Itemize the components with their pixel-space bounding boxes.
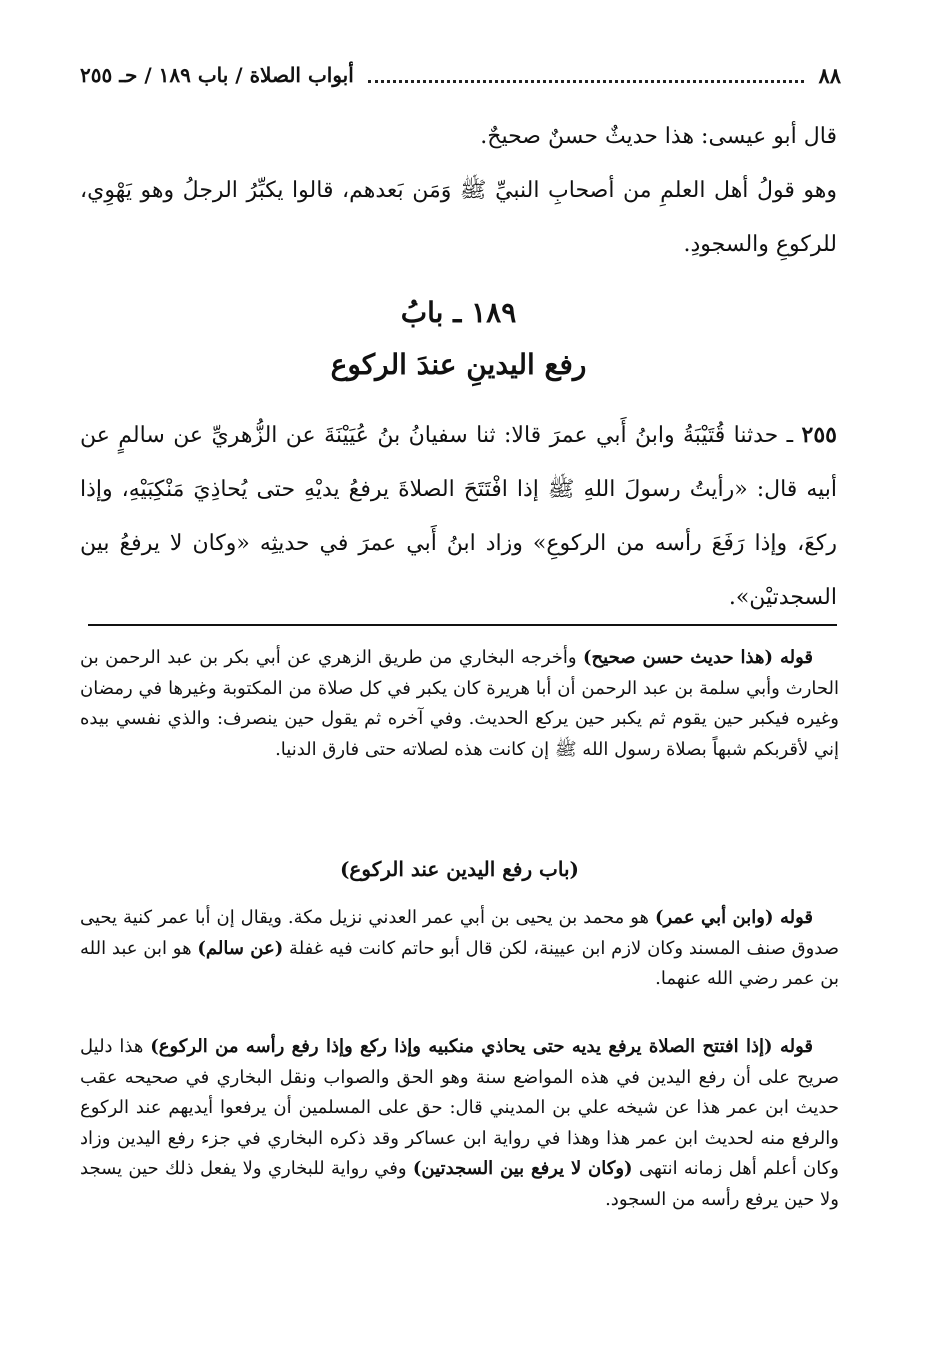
commentary-label-2b: (عن سالم) (197, 937, 284, 959)
commentary-text-3: هذا دليل صريح على أن رفع اليدين في هذه المواضع سنة وهو الحق والصواب ونقل البخاري في صحيحه عقب حديث ابن عمر هذا عن شيخه علي بن المديني قال: حق على المسلمين أن يرفعوا أيديهم عند الركوع والرفع منه لحديث ابن عمر هذا وهذا في رواية ابن عساكر وقد ذكره البخاري في جزء رفع اليدين وزاد وكان أعلم أهل زمانه انتهى (80, 1036, 839, 1179)
running-header (80, 58, 841, 92)
page-number: ٨٨ (818, 62, 841, 88)
commentary-label-2: قوله (وابن أبي عمر) (654, 907, 814, 928)
hadith-number: ٢٥٥ (801, 422, 837, 448)
commentary-paragraph-1 (80, 643, 839, 765)
commentary-label-3b: (وكان لا يرفع بين السجدتين) (412, 1158, 633, 1179)
abu-isa-statement: قال أبو عيسى: هذا حديثٌ حسنٌ صحيحٌ. (480, 124, 837, 149)
commentary-text-2: هو محمد بن يحيى بن أبي عمر العدني نزيل مكة. ويقال إن أبا عمر كنية يحيى صدوق صنف المسند وكان لازم ابن عيينة، لكن قال أبو حاتم كانت فيه غفلة (80, 907, 839, 959)
hadith-body: ـ حدثنا قُتَيْبَةُ وابنُ أَبي عمرَ قالا: ثنا سفيانُ بنُ عُيَيْنَةَ عن الزُّهريِّ عن سالمٍ عن أبيه قال: «رأيتُ رسولَ اللهِ ﷺ إذا افْتَتَحَ الصلاةَ يرفعُ يديْهِ حتى يُحاذِيَ مَنْكِبَيْهِ، وإذا ركعَ، وإذا رَفَعَ رأسه من الركوعِ» وزاد ابنُ أَبي عمرَ في حديثِه «وكان لا يرفعُ بين السجدتيْن». (80, 423, 837, 610)
commentary-label-3: قوله (إذا افتتح الصلاة يرفع يديه حتى يحاذي منكبيه وإذا ركع وإذا رفع رأسه من الركوع) (150, 1036, 813, 1057)
scholars-statement: وهو قولُ أهل العلمِ من أصحابِ النبيِّ ﷺ وَمَن بَعدهم، قالوا يكبِّرُ الرجلُ وهو يَهْوِي، للركوعِ والسجودِ. (80, 178, 837, 257)
commentary-paragraph-2 (80, 903, 839, 995)
commentary-text-1: وأخرجه البخاري من طريق الزهري عن أبي بكر بن عبد الرحمن بن الحارث وأبي سلمة بن عبد الرحمن أن أبا هريرة كان يكبر في كل صلاة من المكتوبة وغيرها في رمضان وغيره فيكبر حين يقوم ثم يكبر حين يركع الحديث. وفي آخره ثم يقول حين ينصرف: والذي نفسي بيده إني لأقربكم شبهاً بصلاة رسول الله ﷺ إن كانت هذه لصلاته حتى فارق الدنيا. (80, 647, 839, 760)
intro-text (80, 110, 837, 272)
running-header-title: أبواب الصلاة / باب ١٨٩ / حـ ٢٥٥ (80, 63, 354, 87)
hadith-text (80, 408, 837, 625)
footnote-divider (88, 624, 837, 626)
hadith-block (80, 408, 837, 625)
chapter-number: ١٨٩ ـ بابُ (400, 296, 517, 329)
commentary-text-3b: وفي رواية للبخاري ولا يفعل ذلك حين يسجد ولا حين يرفع رأسه من السجود. (80, 1158, 839, 1210)
commentary-text-2b: هو ابن عبد الله بن عمر رضي الله عنهما. (80, 937, 839, 989)
chapter-title: رفع اليدينِ عندَ الركوع (330, 348, 587, 381)
header-dotted-leader (368, 68, 805, 83)
commentary-chapter-heading: (باب رفع اليدين عند الركوع) (339, 857, 580, 881)
commentary-label-1: قوله (هذا حديث حسن صحيح) (583, 647, 814, 668)
commentary-paragraph-3 (80, 1032, 839, 1215)
